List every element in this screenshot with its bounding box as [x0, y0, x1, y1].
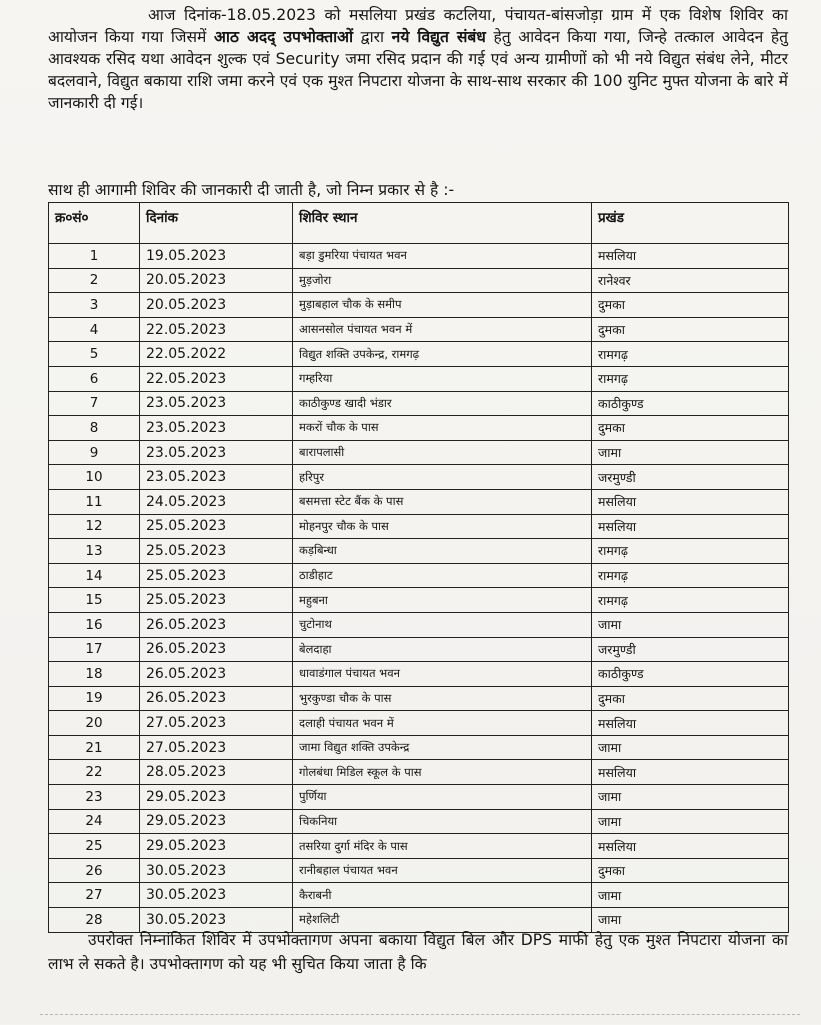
date-cell: 20.05.2023: [140, 268, 293, 293]
date-cell: 29.05.2023: [140, 785, 293, 810]
table-row: [49, 612, 789, 637]
camp-schedule-table: [48, 202, 789, 933]
table-row: [49, 686, 789, 711]
location-cell: बेलदाहा: [293, 637, 592, 662]
table-row: [49, 440, 789, 465]
block-cell: काठीकुण्ड: [592, 662, 789, 687]
intro-paragraph: [48, 4, 788, 114]
date-cell: 22.05.2023: [140, 317, 293, 342]
date-cell: 19.05.2023: [140, 244, 293, 269]
date-cell: 27.05.2023: [140, 711, 293, 736]
date-cell: 22.05.2022: [140, 342, 293, 367]
date-cell: 29.05.2023: [140, 834, 293, 859]
table-row: [49, 268, 789, 293]
date-cell: 24.05.2023: [140, 489, 293, 514]
date-cell: 25.05.2023: [140, 514, 293, 539]
block-cell: जामा: [592, 440, 789, 465]
intro-text-rest: हेतु आवेदन किया गया, जिन्हे तत्काल आवेदन हेतु आवश्यक रसिद यथा आवेदन शुल्क एवं Security जमा रसिद प्रदान की गई एवं अन्य ग्रामीणों को भी नये विद्युत संबंध लेने, मीटर बदलवाने, विद्युत बकाया राशि जमा करने एवं एक मुश्त निपटारा योजना के साथ-साथ सरकार की 100 युनिट मुफ्त योजना के बारे में जानकारी दी गई।: [48, 28, 788, 112]
table-row: [49, 711, 789, 736]
date-cell: 23.05.2023: [140, 440, 293, 465]
date-cell: 30.05.2023: [140, 883, 293, 908]
location-cell: आसनसोल पंचायत भवन में: [293, 317, 592, 342]
date-cell: 23.05.2023: [140, 465, 293, 490]
header-serial-number: क्र०सं०: [49, 203, 140, 244]
intro-bold-consumer-count: आठ अदद् उपभोक्ताओं: [213, 28, 354, 46]
table-row: [49, 563, 789, 588]
table-row: [49, 317, 789, 342]
block-cell: मसलिया: [592, 244, 789, 269]
table-row: [49, 244, 789, 269]
location-cell: मोहनपुर चौक के पास: [293, 514, 592, 539]
intro-text-start: आज दिनांक-18.05.2023 को मसलिया प्रखंड कटलिया, पंचायत-बांसजोड़ा ग्राम में एक विशेष शिविर का आयोजन किया गया जिसमें: [48, 6, 788, 46]
upcoming-camps-intro: साथ ही आगामी शिविर की जानकारी दी जाती है, जो निम्न प्रकार से है :-: [48, 181, 455, 199]
serial-cell: 28: [49, 908, 140, 933]
location-cell: मुड़ाबहाल चौक के समीप: [293, 293, 592, 318]
block-cell: जरमुण्डी: [592, 637, 789, 662]
table-row: [49, 785, 789, 810]
block-cell: दुमका: [592, 293, 789, 318]
location-cell: बड़ा डुमरिया पंचायत भवन: [293, 244, 592, 269]
serial-cell: 13: [49, 539, 140, 564]
serial-cell: 9: [49, 440, 140, 465]
serial-cell: 1: [49, 244, 140, 269]
table-row: [49, 760, 789, 785]
table-row: [49, 391, 789, 416]
serial-cell: 23: [49, 785, 140, 810]
serial-cell: 8: [49, 416, 140, 441]
block-cell: दुमका: [592, 416, 789, 441]
date-cell: 30.05.2023: [140, 908, 293, 933]
table-row: [49, 637, 789, 662]
serial-cell: 18: [49, 662, 140, 687]
block-cell: जामा: [592, 908, 789, 933]
serial-cell: 3: [49, 293, 140, 318]
date-cell: 20.05.2023: [140, 293, 293, 318]
table-row: [49, 662, 789, 687]
date-cell: 23.05.2023: [140, 416, 293, 441]
location-cell: कड़बिन्धा: [293, 539, 592, 564]
date-cell: 26.05.2023: [140, 686, 293, 711]
table-row: [49, 588, 789, 613]
serial-cell: 15: [49, 588, 140, 613]
serial-cell: 22: [49, 760, 140, 785]
serial-cell: 21: [49, 735, 140, 760]
table-row: [49, 834, 789, 859]
location-cell: चुटोनाथ: [293, 612, 592, 637]
serial-cell: 19: [49, 686, 140, 711]
closing-text: उपरोक्त निम्नांकित शिविर में उपभोक्तागण अपना बकाया विद्युत बिल और DPS माफी हेतु एक मुश्त निपटारा योजना का लाभ ले सकते है। उपभोक्तागण को यह भी सुचित किया जाता है कि: [48, 931, 788, 973]
block-cell: मसलिया: [592, 834, 789, 859]
block-cell: जरमुण्डी: [592, 465, 789, 490]
date-cell: 29.05.2023: [140, 809, 293, 834]
location-cell: काठीकुण्ड खादी भंडार: [293, 391, 592, 416]
serial-cell: 4: [49, 317, 140, 342]
location-cell: मुड़जोरा: [293, 268, 592, 293]
table-row: [49, 489, 789, 514]
block-cell: जामा: [592, 735, 789, 760]
date-cell: 26.05.2023: [140, 662, 293, 687]
serial-cell: 5: [49, 342, 140, 367]
location-cell: गम्हरिया: [293, 366, 592, 391]
block-cell: रामगढ़: [592, 563, 789, 588]
block-cell: मसलिया: [592, 489, 789, 514]
table-row: [49, 514, 789, 539]
serial-cell: 11: [49, 489, 140, 514]
location-cell: धावाडंगाल पंचायत भवन: [293, 662, 592, 687]
table-row: [49, 342, 789, 367]
table-row: [49, 293, 789, 318]
closing-paragraph: [48, 928, 788, 976]
location-cell: भुरकुण्डा चौक के पास: [293, 686, 592, 711]
table-row: [49, 465, 789, 490]
serial-cell: 24: [49, 809, 140, 834]
serial-cell: 26: [49, 858, 140, 883]
date-cell: 22.05.2023: [140, 366, 293, 391]
location-cell: हरिपुर: [293, 465, 592, 490]
date-cell: 25.05.2023: [140, 563, 293, 588]
date-cell: 30.05.2023: [140, 858, 293, 883]
header-camp-location: शिविर स्थान: [293, 203, 592, 244]
block-cell: दुमका: [592, 686, 789, 711]
serial-cell: 16: [49, 612, 140, 637]
table-header-row: [49, 203, 789, 244]
date-cell: 25.05.2023: [140, 539, 293, 564]
intro-text-mid: द्वारा: [353, 28, 392, 46]
block-cell: काठीकुण्ड: [592, 391, 789, 416]
table-row: [49, 539, 789, 564]
date-cell: 27.05.2023: [140, 735, 293, 760]
location-cell: तसरिया दुर्गा मंदिर के पास: [293, 834, 592, 859]
block-cell: रानेश्वर: [592, 268, 789, 293]
location-cell: रानीबहाल पंचायत भवन: [293, 858, 592, 883]
location-cell: गोलबंधा मिडिल स्कूल के पास: [293, 760, 592, 785]
block-cell: रामगढ़: [592, 539, 789, 564]
serial-cell: 12: [49, 514, 140, 539]
serial-cell: 14: [49, 563, 140, 588]
serial-cell: 25: [49, 834, 140, 859]
table-row: [49, 883, 789, 908]
block-cell: जामा: [592, 785, 789, 810]
location-cell: मकरों चौक के पास: [293, 416, 592, 441]
page-cutoff-edge: [40, 1014, 800, 1025]
location-cell: ठाडीहाट: [293, 563, 592, 588]
date-cell: 28.05.2023: [140, 760, 293, 785]
date-cell: 26.05.2023: [140, 612, 293, 637]
date-cell: 23.05.2023: [140, 391, 293, 416]
location-cell: महुबना: [293, 588, 592, 613]
table-body: [49, 244, 789, 933]
serial-cell: 27: [49, 883, 140, 908]
block-cell: दुमका: [592, 317, 789, 342]
header-date: दिनांक: [140, 203, 293, 244]
block-cell: मसलिया: [592, 711, 789, 736]
date-cell: 25.05.2023: [140, 588, 293, 613]
location-cell: बसमत्ता स्टेट बैंक के पास: [293, 489, 592, 514]
header-block: प्रखंड: [592, 203, 789, 244]
table-row: [49, 809, 789, 834]
block-cell: रामगढ़: [592, 588, 789, 613]
block-cell: जामा: [592, 809, 789, 834]
table-row: [49, 416, 789, 441]
serial-cell: 6: [49, 366, 140, 391]
serial-cell: 20: [49, 711, 140, 736]
location-cell: विद्युत शक्ति उपकेन्द्र, रामगढ़: [293, 342, 592, 367]
block-cell: रामगढ़: [592, 366, 789, 391]
block-cell: जामा: [592, 883, 789, 908]
block-cell: मसलिया: [592, 760, 789, 785]
block-cell: रामगढ़: [592, 342, 789, 367]
location-cell: पुर्णिया: [293, 785, 592, 810]
table-row: [49, 366, 789, 391]
location-cell: महेशलिटी: [293, 908, 592, 933]
block-cell: दुमका: [592, 858, 789, 883]
date-cell: 26.05.2023: [140, 637, 293, 662]
location-cell: बारापलासी: [293, 440, 592, 465]
serial-cell: 17: [49, 637, 140, 662]
serial-cell: 7: [49, 391, 140, 416]
intro-bold-new-connection: नये विद्युत संबंध: [391, 28, 486, 46]
table-row: [49, 858, 789, 883]
block-cell: मसलिया: [592, 514, 789, 539]
location-cell: कैराबनी: [293, 883, 592, 908]
location-cell: चिकनिया: [293, 809, 592, 834]
serial-cell: 10: [49, 465, 140, 490]
serial-cell: 2: [49, 268, 140, 293]
table-row: [49, 735, 789, 760]
block-cell: जामा: [592, 612, 789, 637]
location-cell: दलाही पंचायत भवन में: [293, 711, 592, 736]
location-cell: जामा विद्युत शक्ति उपकेन्द्र: [293, 735, 592, 760]
